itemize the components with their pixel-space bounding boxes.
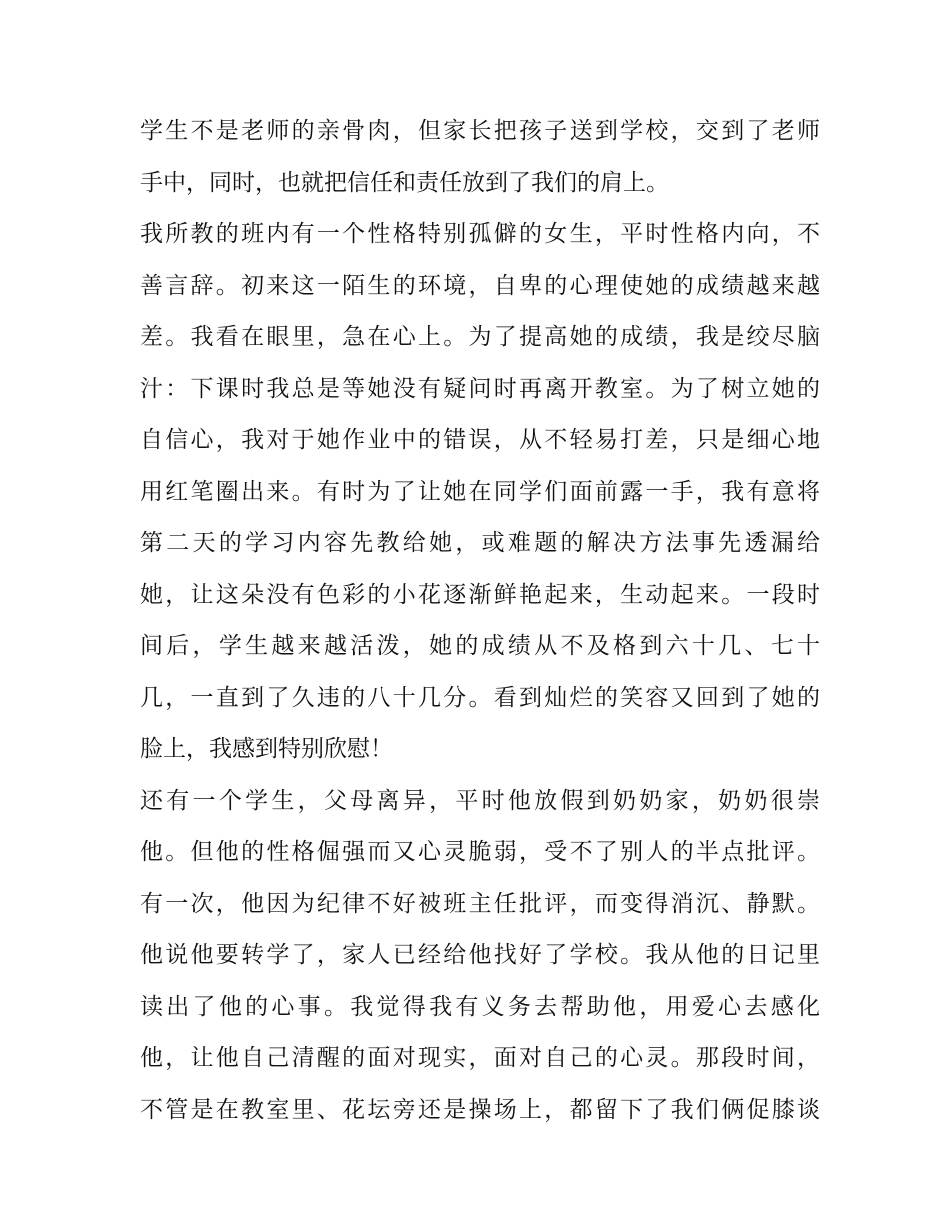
text-line: 汁：下课时我总是等她没有疑问时再离开教室。为了树立她的 — [140, 375, 820, 402]
text-line: 用红笔圈出来。有时为了让她在同学们面前露一手，我有意将 — [140, 478, 820, 505]
text-line: 差。我看在眼里，急在心上。为了提高她的成绩，我是绞尽脑 — [140, 324, 820, 350]
text-line: 他，让他自己清醒的面对现实，面对自己的心灵。那段时间， — [140, 1045, 820, 1071]
text-line: 我所教的班内有一个性格特别孤僻的女生，平时性格内向，不 — [140, 221, 820, 247]
text-line: 脸上，我感到特别欣慰！ — [140, 736, 393, 762]
text-line: 自信心，我对于她作业中的错误，从不轻易打差，只是细心地 — [140, 427, 820, 453]
text-line: 有一次，他因为纪律不好被班主任批评，而变得消沉、静默。 — [140, 890, 820, 917]
text-line: 读出了他的心事。我觉得我有义务去帮助他，用爱心去感化 — [140, 993, 820, 1020]
body-text — [140, 106, 820, 1136]
text-line: 手中，同时，也就把信任和责任放到了我们的肩上。 — [140, 169, 669, 196]
text-line: 不管是在教室里、花坛旁还是操场上，都留下了我们俩促膝谈 — [140, 1096, 820, 1123]
text-line: 学生不是老师的亲骨肉，但家长把孩子送到学校，交到了老师 — [140, 118, 820, 144]
text-line: 还有一个学生，父母离异，平时他放假到奶奶家，奶奶很崇 — [140, 787, 820, 814]
text-line: 第二天的学习内容先教给她，或难题的解决方法事先透漏给 — [140, 530, 820, 556]
text-line: 几，一直到了久违的八十几分。看到灿烂的笑容又回到了她的 — [140, 684, 820, 711]
text-line: 善言辞。初来这一陌生的环境，自卑的心理使她的成绩越来越 — [140, 272, 820, 299]
text-line: 他。但他的性格倔强而又心灵脆弱，受不了别人的半点批评。 — [140, 839, 820, 865]
text-line: 他说他要转学了，家人已经给他找好了学校。我从他的日记里 — [140, 942, 820, 968]
text-line: 她，让这朵没有色彩的小花逐渐鲜艳起来，生动起来。一段时 — [140, 581, 820, 608]
text-line: 间后，学生越来越活泼，她的成绩从不及格到六十几、七十 — [140, 633, 820, 659]
